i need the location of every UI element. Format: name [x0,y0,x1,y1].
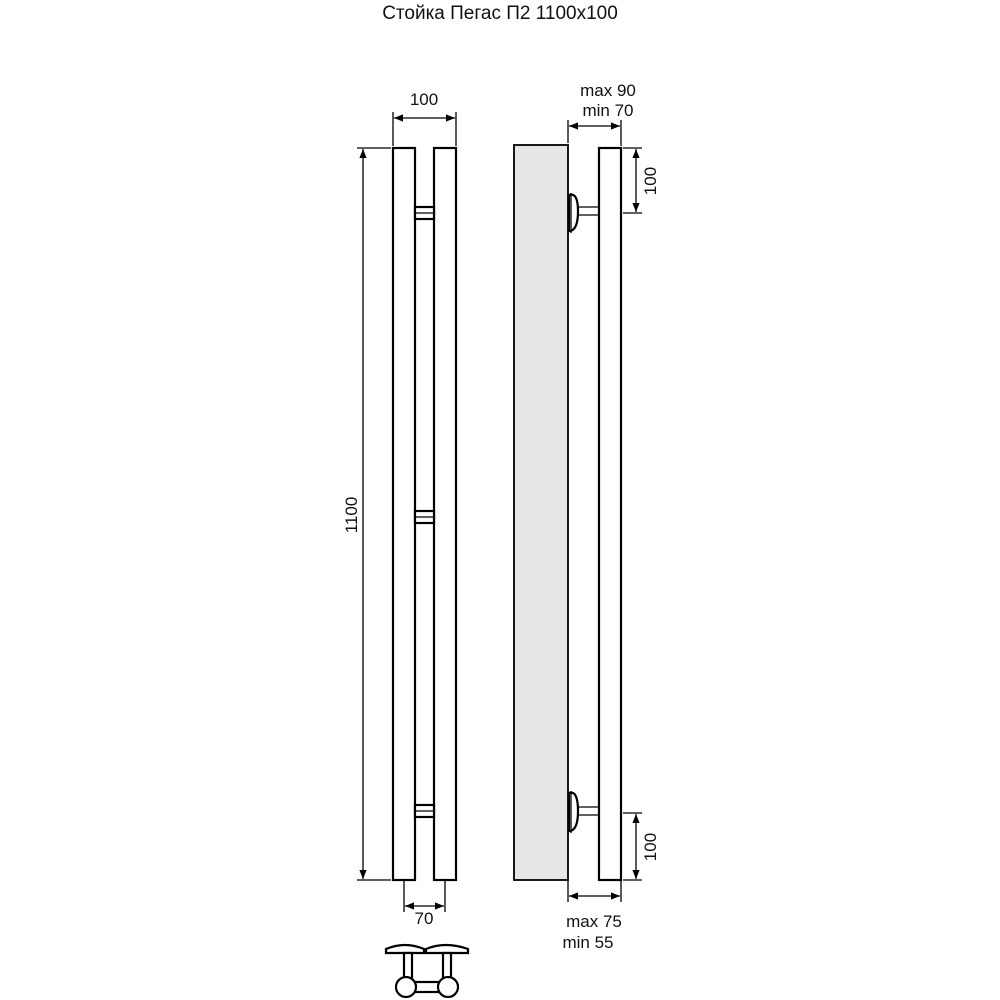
side-view [514,81,660,952]
front-width-label: 100 [409,90,439,109]
front-height-dimension [342,148,391,880]
drawing-title: Стойка Пегас П2 1100х100 [382,3,618,24]
front-left-pipe [393,148,415,880]
top-view-connector [414,982,440,992]
top-view-standoff-left [404,953,412,979]
bottom-offset-max-label: max 75 [566,912,622,931]
front-spacing-label: 70 [414,909,434,928]
top-view-standoff-right [443,953,451,979]
front-view [342,90,456,928]
top-offset-max-label: max 90 [580,81,636,100]
side-bottom-offset-dimension [562,880,621,952]
front-spacing-dimension [404,880,445,928]
bottom-bracket-label: 100 [641,832,660,862]
top-view-pipe-right [438,977,458,997]
front-height-label: 1100 [342,496,361,534]
top-view [386,945,468,997]
bottom-offset-min-label: min 55 [562,933,614,952]
side-bottom-bracket-dimension [623,813,660,880]
front-connector-bottom [415,805,434,817]
front-right-pipe [434,148,456,880]
top-offset-min-label: min 70 [582,101,634,120]
side-pipe [599,148,621,880]
front-width-dimension [393,90,456,146]
wall-section [514,145,568,880]
side-bracket-bottom [569,791,599,833]
top-view-flange-right [426,945,468,953]
top-bracket-label: 100 [641,166,660,196]
top-view-flange-left [386,945,424,953]
front-connector-top [415,207,434,219]
side-bracket-top [569,193,599,233]
top-view-pipe-left [396,977,416,997]
side-top-bracket-dimension [623,148,660,213]
front-connector-middle [415,511,434,523]
side-top-offset-dimension [568,81,636,146]
